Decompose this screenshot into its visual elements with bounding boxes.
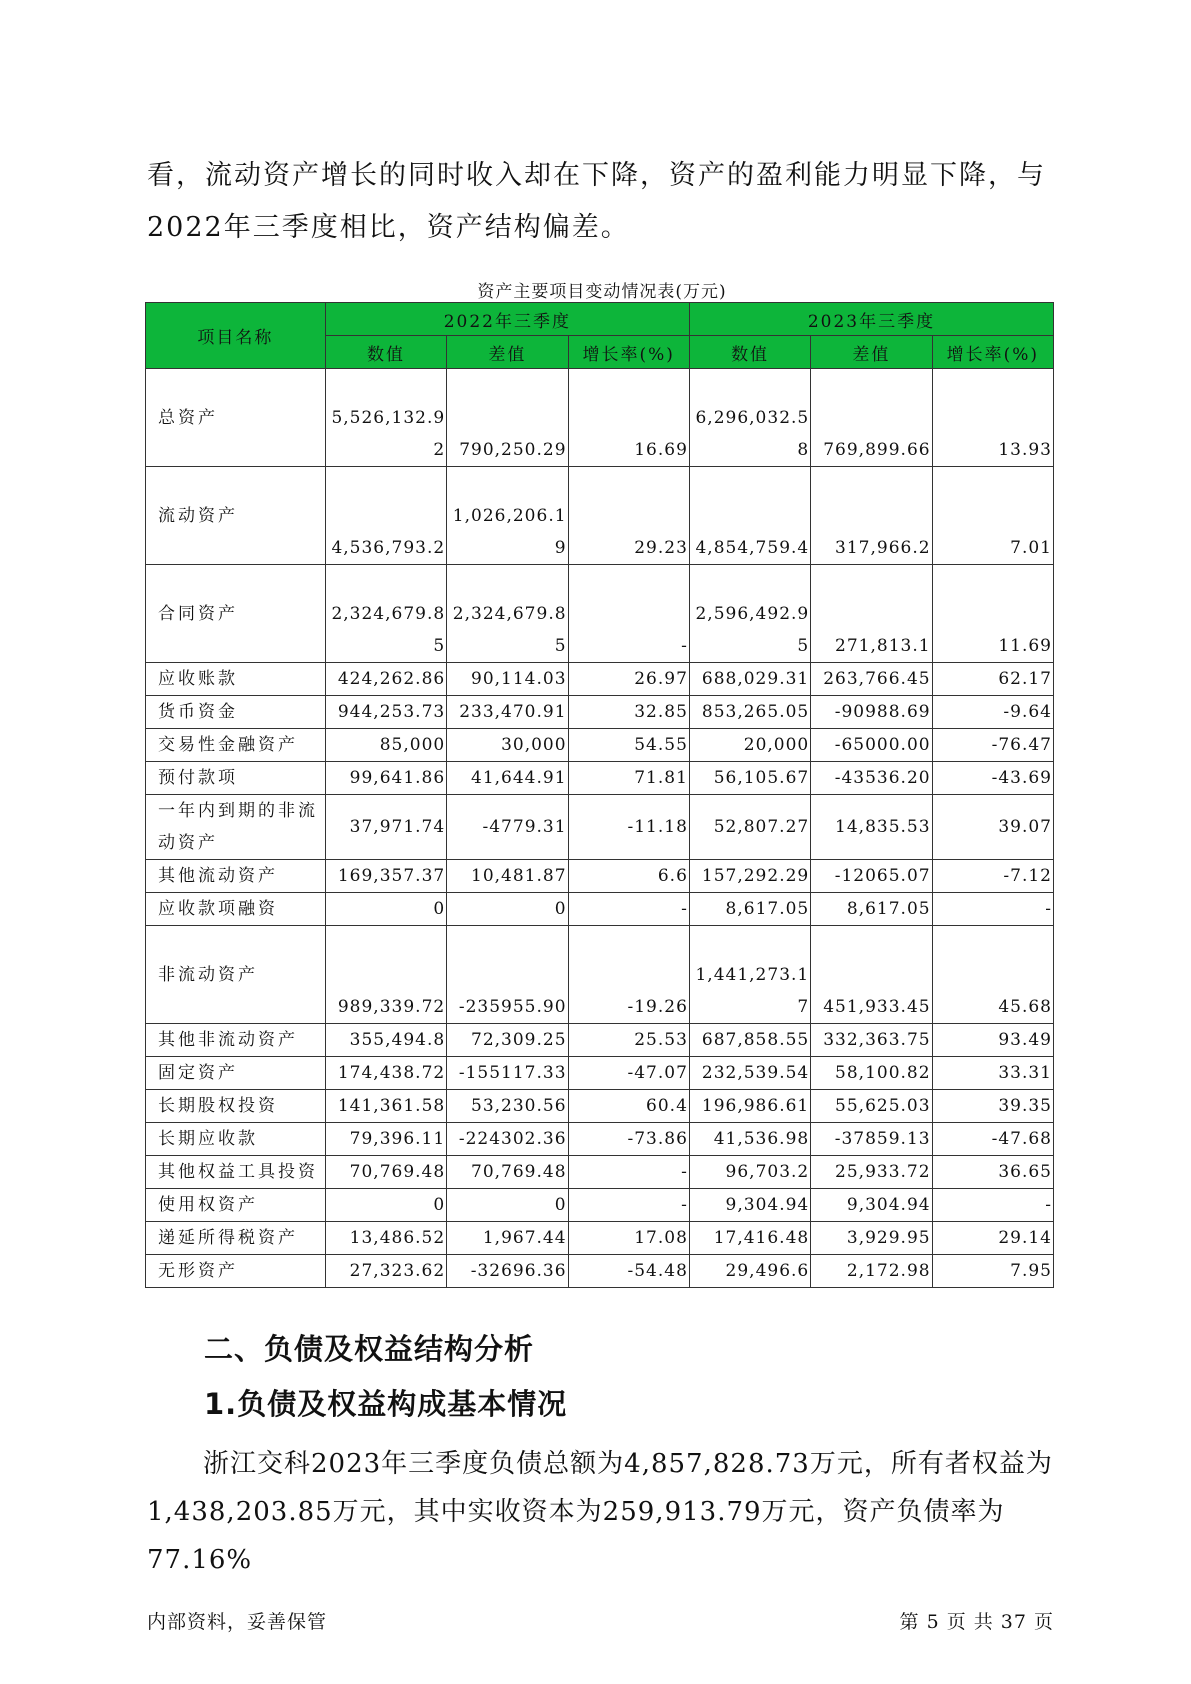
cell-a-rate: -11.18	[568, 795, 689, 860]
cell-b-rate: 33.31	[932, 1057, 1053, 1090]
cell-b-rate: 7.01	[932, 467, 1053, 565]
row-label: 应收款项融资	[146, 893, 326, 926]
table-row	[146, 663, 1054, 696]
cell-a-rate: 6.6	[568, 860, 689, 893]
cell-a-rate: 17.08	[568, 1222, 689, 1255]
cell-a-diff: 90,114.03	[447, 663, 568, 696]
header-growth: 增长率(%)	[568, 336, 689, 369]
cell-b-rate: -47.68	[932, 1123, 1053, 1156]
cell-b-diff: 58,100.82	[811, 1057, 932, 1090]
row-label: 总资产	[146, 369, 326, 467]
sub-heading: 1.负债及权益构成基本情况	[204, 1387, 568, 1421]
cell-b-rate: 39.35	[932, 1090, 1053, 1123]
table-row	[146, 762, 1054, 795]
header-value: 数值	[689, 336, 810, 369]
cell-b-diff: 263,766.45	[811, 663, 932, 696]
table-row	[146, 467, 1054, 565]
cell-b-val: 20,000	[689, 729, 810, 762]
intro-paragraph: 看，流动资产增长的同时收入却在下降，资产的盈利能力明显下降，与2022年三季度相比，资产结构偏差。	[147, 160, 1046, 243]
table-title: 资产主要项目变动情况表(万元)	[477, 282, 727, 302]
cell-b-rate: 7.95	[932, 1255, 1053, 1288]
cell-a-diff: 233,470.91	[447, 696, 568, 729]
table-row	[146, 565, 1054, 663]
cell-a-diff: -235955.90	[447, 926, 568, 1024]
cell-a-rate: -	[568, 1189, 689, 1222]
asset-change-table	[145, 302, 1054, 1288]
row-label: 使用权资产	[146, 1189, 326, 1222]
cell-b-rate: 11.69	[932, 565, 1053, 663]
row-label: 一年内到期的非流动资产	[146, 795, 326, 860]
cell-b-diff: -90988.69	[811, 696, 932, 729]
cell-a-rate: -47.07	[568, 1057, 689, 1090]
footer-confidential: 内部资料，妥善保管	[147, 1611, 328, 1633]
cell-a-rate: 16.69	[568, 369, 689, 467]
cell-b-diff: 9,304.94	[811, 1189, 932, 1222]
cell-a-rate: 26.97	[568, 663, 689, 696]
table-row	[146, 369, 1054, 467]
cell-a-diff: 0	[447, 1189, 568, 1222]
cell-a-rate: -54.48	[568, 1255, 689, 1288]
cell-b-rate: 39.07	[932, 795, 1053, 860]
cell-b-rate: 36.65	[932, 1156, 1053, 1189]
cell-b-diff: 8,617.05	[811, 893, 932, 926]
row-label: 递延所得税资产	[146, 1222, 326, 1255]
cell-b-val: 232,539.54	[689, 1057, 810, 1090]
cell-a-rate: 60.4	[568, 1090, 689, 1123]
cell-a-val: 79,396.11	[325, 1123, 446, 1156]
header-diff: 差值	[811, 336, 932, 369]
cell-a-diff: 0	[447, 893, 568, 926]
cell-a-val: 0	[325, 893, 446, 926]
cell-b-val: 6,296,032.58	[689, 369, 810, 467]
cell-b-val: 41,536.98	[689, 1123, 810, 1156]
table-row	[146, 1255, 1054, 1288]
table-row	[146, 729, 1054, 762]
cell-b-val: 688,029.31	[689, 663, 810, 696]
cell-a-diff: 70,769.48	[447, 1156, 568, 1189]
cell-a-rate: 71.81	[568, 762, 689, 795]
cell-b-rate: -	[932, 893, 1053, 926]
cell-b-diff: 317,966.2	[811, 467, 932, 565]
cell-b-diff: -65000.00	[811, 729, 932, 762]
cell-b-val: 157,292.29	[689, 860, 810, 893]
cell-a-val: 2,324,679.85	[325, 565, 446, 663]
cell-b-val: 2,596,492.95	[689, 565, 810, 663]
cell-b-diff: 271,813.1	[811, 565, 932, 663]
row-label: 预付款项	[146, 762, 326, 795]
cell-b-diff: 3,929.95	[811, 1222, 932, 1255]
cell-b-val: 196,986.61	[689, 1090, 810, 1123]
cell-a-rate: -19.26	[568, 926, 689, 1024]
cell-b-rate: 93.49	[932, 1024, 1053, 1057]
cell-a-val: 355,494.8	[325, 1024, 446, 1057]
cell-b-val: 29,496.6	[689, 1255, 810, 1288]
cell-a-diff: 10,481.87	[447, 860, 568, 893]
cell-a-diff: 41,644.91	[447, 762, 568, 795]
row-label: 长期股权投资	[146, 1090, 326, 1123]
row-label: 交易性金融资产	[146, 729, 326, 762]
row-label: 固定资产	[146, 1057, 326, 1090]
row-label: 其他非流动资产	[146, 1024, 326, 1057]
cell-b-rate: -7.12	[932, 860, 1053, 893]
cell-a-val: 37,971.74	[325, 795, 446, 860]
cell-a-rate: -73.86	[568, 1123, 689, 1156]
cell-b-rate: 62.17	[932, 663, 1053, 696]
cell-a-val: 169,357.37	[325, 860, 446, 893]
table-row	[146, 1090, 1054, 1123]
header-item-name: 项目名称	[146, 303, 326, 369]
cell-a-diff: -4779.31	[447, 795, 568, 860]
table-row	[146, 1024, 1054, 1057]
cell-b-val: 8,617.05	[689, 893, 810, 926]
cell-b-rate: -	[932, 1189, 1053, 1222]
row-label: 流动资产	[146, 467, 326, 565]
row-label: 合同资产	[146, 565, 326, 663]
table-row	[146, 1156, 1054, 1189]
cell-a-rate: 29.23	[568, 467, 689, 565]
cell-a-rate: -	[568, 893, 689, 926]
cell-b-val: 96,703.2	[689, 1156, 810, 1189]
row-label: 其他权益工具投资	[146, 1156, 326, 1189]
cell-a-diff: 2,324,679.85	[447, 565, 568, 663]
cell-a-diff: 1,026,206.19	[447, 467, 568, 565]
row-label: 其他流动资产	[146, 860, 326, 893]
cell-b-val: 687,858.55	[689, 1024, 810, 1057]
cell-a-diff: 53,230.56	[447, 1090, 568, 1123]
cell-a-diff: -224302.36	[447, 1123, 568, 1156]
cell-b-diff: 451,933.45	[811, 926, 932, 1024]
cell-a-diff: -155117.33	[447, 1057, 568, 1090]
cell-b-val: 1,441,273.17	[689, 926, 810, 1024]
cell-a-val: 989,339.72	[325, 926, 446, 1024]
table-row	[146, 696, 1054, 729]
row-label: 非流动资产	[146, 926, 326, 1024]
cell-a-val: 174,438.72	[325, 1057, 446, 1090]
table-row	[146, 1057, 1054, 1090]
cell-b-val: 17,416.48	[689, 1222, 810, 1255]
section-heading: 二、负债及权益结构分析	[204, 1332, 535, 1366]
header-period-2023: 2023年三季度	[689, 303, 1053, 336]
table-row	[146, 795, 1054, 860]
row-label: 无形资产	[146, 1255, 326, 1288]
cell-a-val: 5,526,132.92	[325, 369, 446, 467]
footer-page-number: 第 5 页 共 37 页	[899, 1611, 1054, 1633]
header-period-2022: 2022年三季度	[325, 303, 689, 336]
cell-b-val: 853,265.05	[689, 696, 810, 729]
cell-b-rate: 45.68	[932, 926, 1053, 1024]
cell-a-val: 13,486.52	[325, 1222, 446, 1255]
header-value: 数值	[325, 336, 446, 369]
table-row	[146, 1189, 1054, 1222]
cell-a-rate: 25.53	[568, 1024, 689, 1057]
cell-a-val: 141,361.58	[325, 1090, 446, 1123]
cell-b-rate: -76.47	[932, 729, 1053, 762]
cell-b-rate: -43.69	[932, 762, 1053, 795]
cell-b-val: 4,854,759.4	[689, 467, 810, 565]
cell-b-diff: 332,363.75	[811, 1024, 932, 1057]
cell-a-val: 27,323.62	[325, 1255, 446, 1288]
header-growth: 增长率(%)	[932, 336, 1053, 369]
cell-b-val: 9,304.94	[689, 1189, 810, 1222]
cell-b-rate: -9.64	[932, 696, 1053, 729]
table-row	[146, 1222, 1054, 1255]
row-label: 长期应收款	[146, 1123, 326, 1156]
row-label: 货币资金	[146, 696, 326, 729]
cell-a-val: 944,253.73	[325, 696, 446, 729]
header-diff: 差值	[447, 336, 568, 369]
table-row	[146, 860, 1054, 893]
cell-b-val: 56,105.67	[689, 762, 810, 795]
cell-a-val: 85,000	[325, 729, 446, 762]
cell-b-diff: 14,835.53	[811, 795, 932, 860]
cell-a-diff: 72,309.25	[447, 1024, 568, 1057]
cell-b-diff: 25,933.72	[811, 1156, 932, 1189]
cell-a-rate: -	[568, 1156, 689, 1189]
cell-a-rate: 32.85	[568, 696, 689, 729]
cell-a-val: 0	[325, 1189, 446, 1222]
cell-a-rate: -	[568, 565, 689, 663]
cell-a-diff: -32696.36	[447, 1255, 568, 1288]
cell-a-val: 4,536,793.2	[325, 467, 446, 565]
cell-a-diff: 1,967.44	[447, 1222, 568, 1255]
cell-b-diff: 55,625.03	[811, 1090, 932, 1123]
cell-b-rate: 29.14	[932, 1222, 1053, 1255]
table-row	[146, 1123, 1054, 1156]
table-row	[146, 893, 1054, 926]
cell-b-diff: 769,899.66	[811, 369, 932, 467]
cell-a-rate: 54.55	[568, 729, 689, 762]
cell-b-diff: -43536.20	[811, 762, 932, 795]
cell-b-rate: 13.93	[932, 369, 1053, 467]
cell-b-diff: -37859.13	[811, 1123, 932, 1156]
cell-a-val: 70,769.48	[325, 1156, 446, 1189]
cell-a-val: 424,262.86	[325, 663, 446, 696]
cell-b-diff: 2,172.98	[811, 1255, 932, 1288]
cell-b-diff: -12065.07	[811, 860, 932, 893]
row-label: 应收账款	[146, 663, 326, 696]
body-paragraph: 浙江交科2023年三季度负债总额为4,857,828.73万元，所有者权益为1,438,203.85万元，其中实收资本为259,913.79万元，资产负债率为77.16%	[147, 1449, 1053, 1575]
cell-a-diff: 30,000	[447, 729, 568, 762]
table-row	[146, 926, 1054, 1024]
cell-a-val: 99,641.86	[325, 762, 446, 795]
cell-a-diff: 790,250.29	[447, 369, 568, 467]
cell-b-val: 52,807.27	[689, 795, 810, 860]
